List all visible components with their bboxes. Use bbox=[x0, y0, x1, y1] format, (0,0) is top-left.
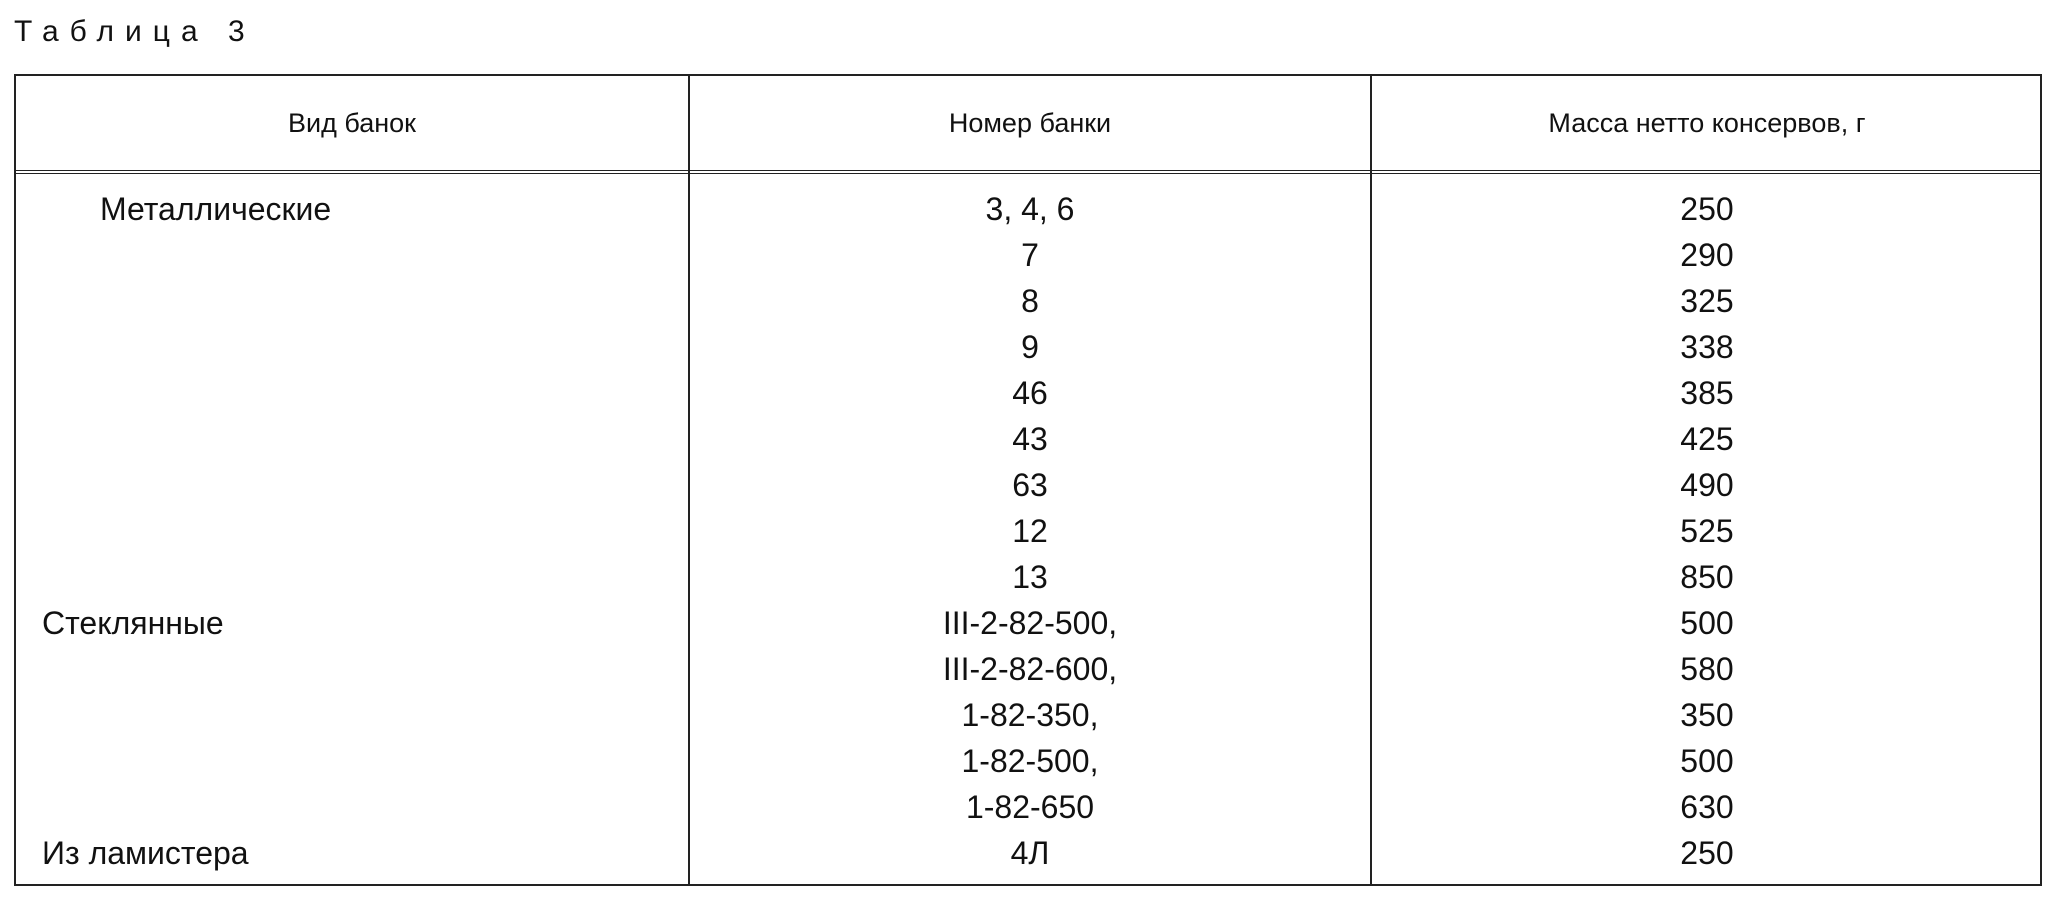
data-table bbox=[14, 74, 2042, 886]
header-can-number: Номер банки bbox=[948, 108, 1112, 138]
net-mass-cell: 500 bbox=[1680, 605, 1734, 641]
net-mass-cell: 580 bbox=[1680, 651, 1734, 687]
can-number-cell: 46 bbox=[1012, 375, 1048, 411]
can-type-cell bbox=[16, 232, 688, 278]
can-type-cell bbox=[16, 784, 688, 830]
can-number-cell: 12 bbox=[1012, 513, 1048, 549]
can-type-cell bbox=[16, 416, 688, 462]
table-caption: Таблица 3 bbox=[14, 15, 256, 48]
net-mass-cell: 385 bbox=[1680, 375, 1734, 411]
net-mass-cell: 338 bbox=[1680, 329, 1734, 365]
header-can-type: Вид банок bbox=[288, 108, 416, 138]
can-type-cell bbox=[16, 370, 688, 416]
can-type-cell: Металлические bbox=[100, 191, 332, 227]
can-number-cell: 1-82-500, bbox=[961, 743, 1099, 779]
can-number-cell: III-2-82-500, bbox=[942, 605, 1118, 641]
net-mass-cell: 325 bbox=[1680, 283, 1734, 319]
can-number-cell: 7 bbox=[1021, 237, 1039, 273]
can-number-cell: 1-82-650 bbox=[965, 789, 1095, 825]
can-type-cell bbox=[16, 692, 688, 738]
net-mass-cell: 850 bbox=[1680, 559, 1734, 595]
column-net-mass bbox=[1372, 186, 2042, 876]
can-type-cell: Из ламистера bbox=[42, 835, 249, 871]
can-type-cell bbox=[16, 738, 688, 784]
net-mass-cell: 490 bbox=[1680, 467, 1734, 503]
column-can-number bbox=[690, 186, 1370, 876]
can-number-cell: 63 bbox=[1012, 467, 1048, 503]
can-type-cell bbox=[16, 646, 688, 692]
can-type-cell bbox=[16, 278, 688, 324]
can-number-cell: III-2-82-600, bbox=[942, 651, 1118, 687]
net-mass-cell: 500 bbox=[1680, 743, 1734, 779]
column-can-type bbox=[16, 186, 688, 876]
table-header bbox=[16, 76, 2040, 174]
can-type-cell bbox=[16, 462, 688, 508]
can-number-cell: 4Л bbox=[1010, 835, 1050, 871]
net-mass-cell: 250 bbox=[1680, 835, 1734, 871]
header-net-mass: Масса нетто консервов, г bbox=[1548, 108, 1866, 138]
can-type-cell bbox=[16, 508, 688, 554]
can-type-cell: Стеклянные bbox=[42, 605, 224, 641]
can-number-cell: 8 bbox=[1021, 283, 1039, 319]
can-number-cell: 9 bbox=[1021, 329, 1039, 365]
can-number-cell: 3, 4, 6 bbox=[985, 191, 1075, 227]
net-mass-cell: 290 bbox=[1680, 237, 1734, 273]
can-number-cell: 43 bbox=[1012, 421, 1048, 457]
net-mass-cell: 525 bbox=[1680, 513, 1734, 549]
can-type-cell bbox=[16, 324, 688, 370]
net-mass-cell: 425 bbox=[1680, 421, 1734, 457]
can-type-cell bbox=[16, 554, 688, 600]
net-mass-cell: 630 bbox=[1680, 789, 1734, 825]
can-number-cell: 1-82-350, bbox=[961, 697, 1099, 733]
net-mass-cell: 350 bbox=[1680, 697, 1734, 733]
net-mass-cell: 250 bbox=[1680, 191, 1734, 227]
can-number-cell: 13 bbox=[1012, 559, 1048, 595]
